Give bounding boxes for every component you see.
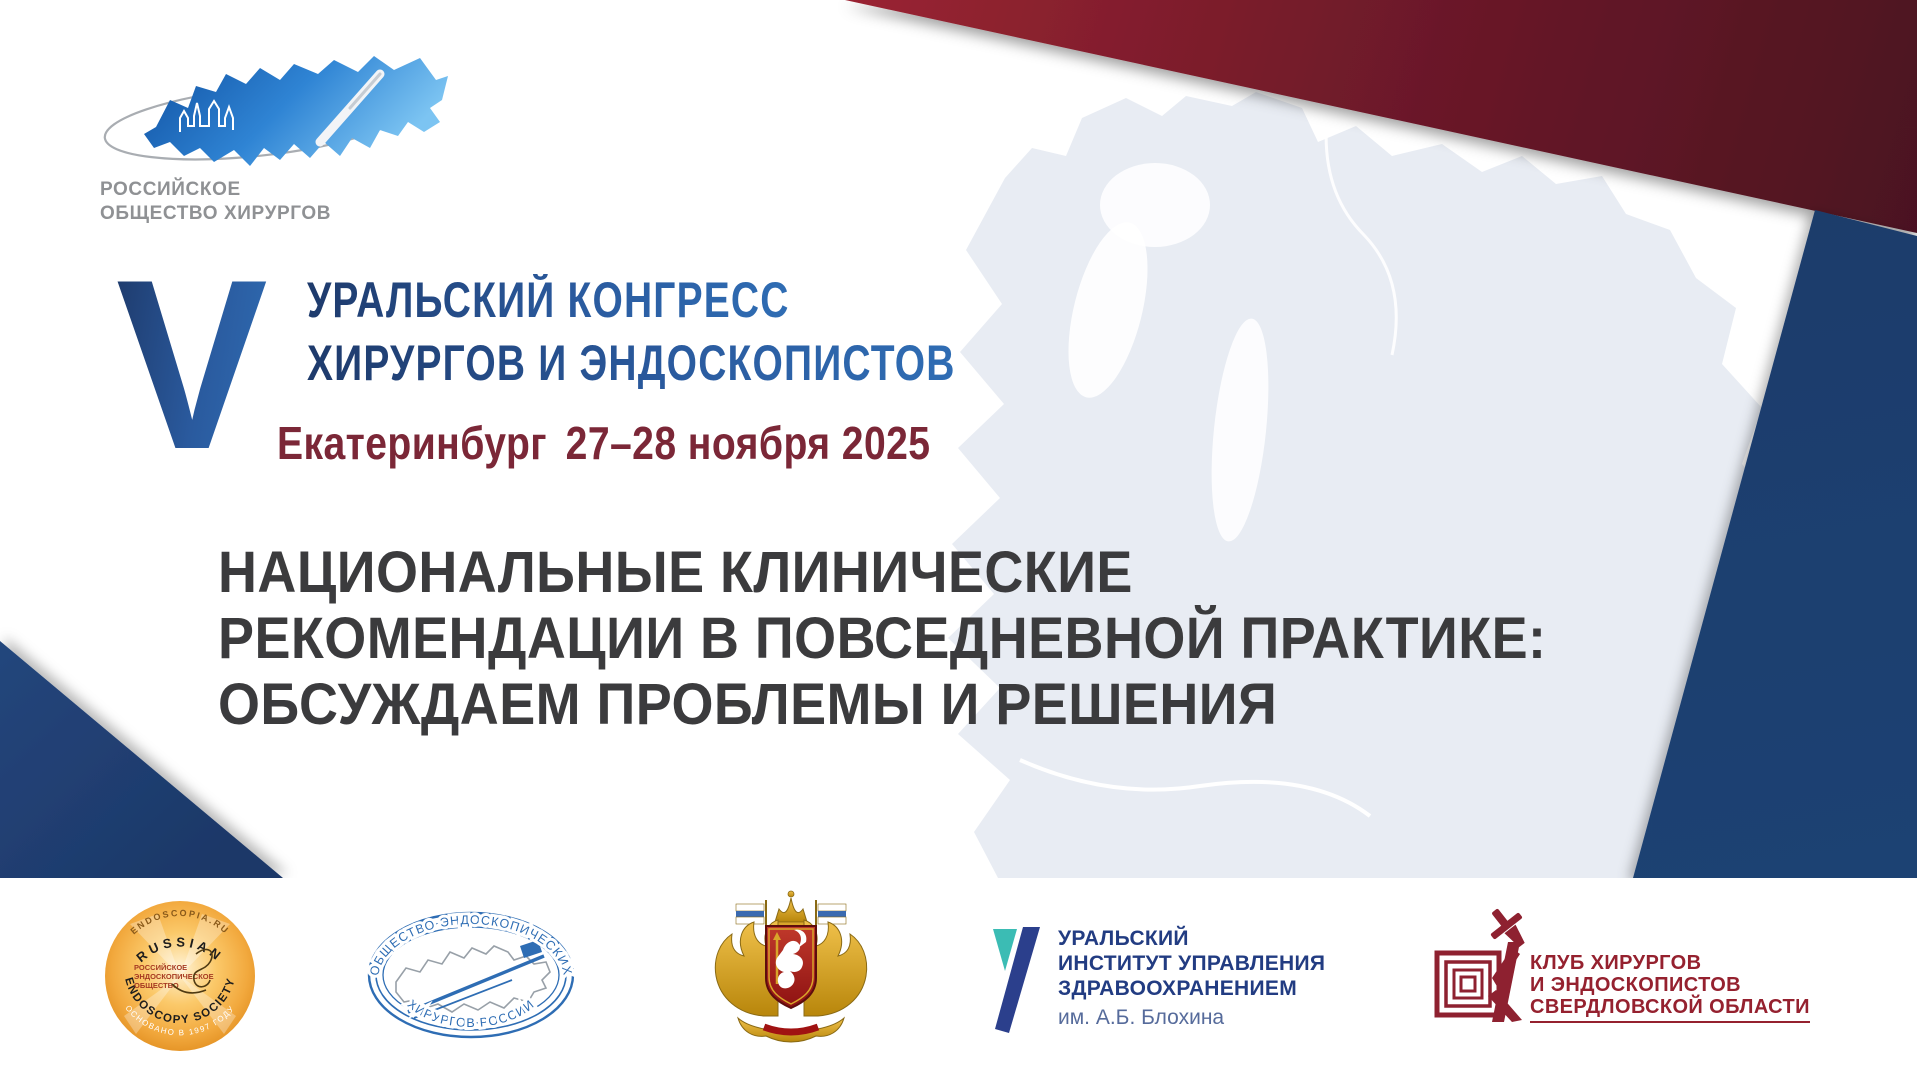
congress-dates: 27–28 ноября 2025	[565, 417, 931, 469]
congress-title-line1: УРАЛЬСКИЙ КОНГРЕСС	[307, 272, 790, 328]
svg-text:ОБЩЕСТВО: ОБЩЕСТВО	[134, 981, 179, 990]
shield-icon	[766, 926, 816, 1008]
rss-russia-map-logo-icon	[88, 30, 468, 180]
institute-line4: им. А.Б. Блохина	[1058, 1006, 1225, 1029]
rss-logo-block	[88, 30, 468, 230]
rses-arc-top: ОБЩЕСТВО ЭНДОСКОПИЧЕСКИХ	[367, 912, 575, 978]
surgical-clamp-icon	[1480, 904, 1526, 956]
congress-title-line2: ХИРУРГОВ И ЭНДОСКОПИСТОВ	[307, 335, 956, 391]
congress-location: Екатеринбург	[277, 417, 547, 469]
base-ribbon-icon	[738, 1018, 844, 1042]
svg-text:ХИРУРГОВ РОССИИ	[405, 997, 537, 1030]
rss-name	[100, 178, 331, 226]
subtitle-line3: ОБСУЖДАЕМ ПРОБЛЕМЫ И РЕШЕНИЯ	[218, 672, 1278, 737]
club-line1: КЛУБ ХИРУРГОВ	[1530, 952, 1702, 974]
endoscopic-surgeons-society-logo-icon	[362, 908, 580, 1042]
surgeons-club-logo-icon	[1434, 904, 1526, 1022]
subtitle-line1: НАЦИОНАЛЬНЫЕ КЛИНИЧЕСКИЕ	[218, 540, 1133, 605]
ural-institute-logo-icon	[992, 924, 1042, 1036]
institute-line3: ЗДРАВООХРАНЕНИЕМ	[1058, 977, 1298, 1000]
institute-line2: ИНСТИТУТ УПРАВЛЕНИЯ	[1058, 952, 1326, 975]
institute-line1: УРАЛЬСКИЙ	[1058, 927, 1189, 950]
svg-text:ОБЩЕСТВО ЭНДОСКОПИЧЕСКИХ	[367, 913, 575, 977]
rss-name-line2: ОБЩЕСТВО ХИРУРГОВ	[100, 203, 332, 224]
res-arc-founded: ОСНОВАНО В 1997 ГОДУ	[123, 1003, 237, 1038]
club-line2: И ЭНДОСКОПИСТОВ	[1530, 974, 1742, 996]
congress-subtitle	[218, 540, 1546, 738]
rss-name-line1: РОССИЙСКОЕ	[100, 179, 241, 200]
svg-text:РОССИЙСКОЕ: РОССИЙСКОЕ	[134, 963, 188, 972]
ural-institute-name	[1058, 924, 1325, 1030]
subtitle-line2: РЕКОМЕНДАЦИИ В ПОВСЕДНЕВНОЙ ПРАКТИКЕ:	[218, 606, 1547, 671]
sverdlovsk-oblast-coat-of-arms-icon	[678, 886, 904, 1052]
rses-arc-bottom: ХИРУРГОВ РОССИИ	[404, 996, 538, 1031]
congress-location-date	[277, 416, 930, 470]
partner-logos-band	[0, 878, 1917, 1080]
club-line3: СВЕРДЛОВСКОЙ ОБЛАСТИ	[1530, 996, 1810, 1023]
surgeons-club-name	[1530, 952, 1810, 1023]
res-arc-society: ENDOSCOPY SOCIETY	[122, 976, 238, 1027]
svg-text:ЭНДОСКОПИЧЕСКОЕ: ЭНДОСКОПИЧЕСКОЕ	[134, 972, 214, 981]
ural-institute-logo-block	[992, 924, 1325, 1036]
res-arc-site: ENDOSCOPIA.RU	[128, 907, 232, 937]
russian-endoscopy-society-logo-icon	[100, 898, 260, 1054]
surgeons-club-logo-block	[1434, 904, 1810, 1027]
res-arc-country: RUSSIAN	[133, 934, 227, 966]
russia-silhouette-icon	[144, 56, 448, 166]
congress-numeral: V	[116, 230, 268, 500]
